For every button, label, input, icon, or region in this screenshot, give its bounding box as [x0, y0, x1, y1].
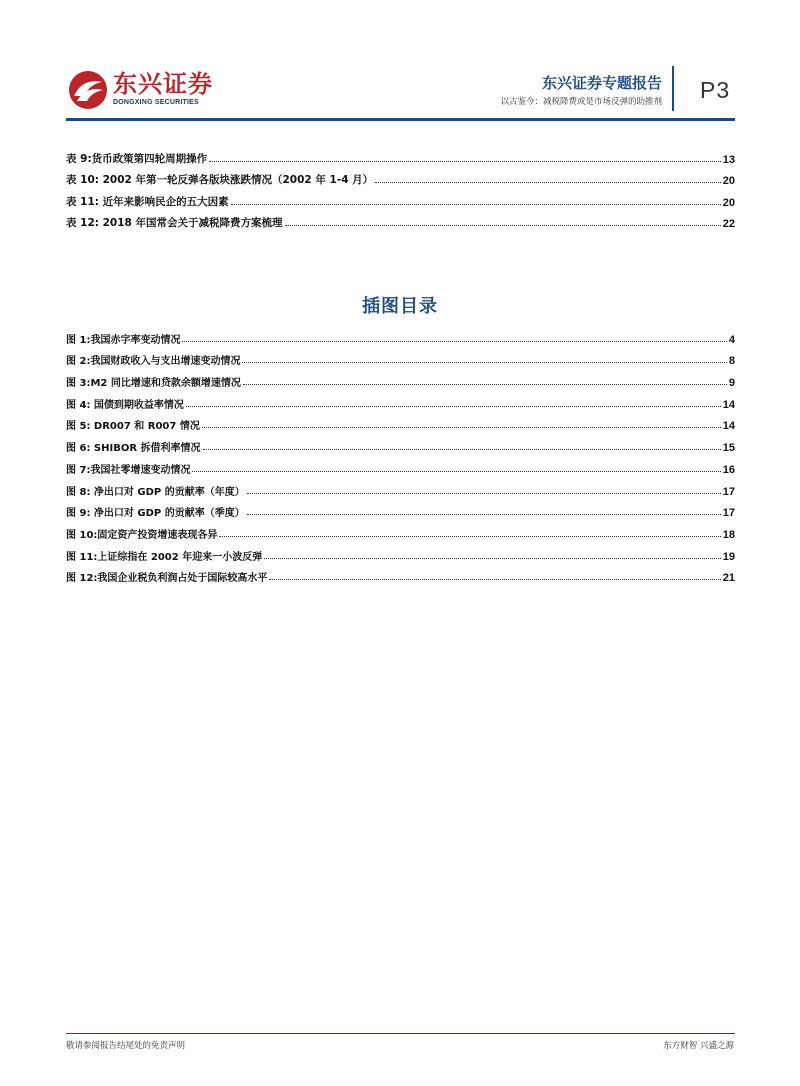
toc-leader-dots — [247, 513, 721, 515]
toc-entry-label: 表 9:货币政策第四轮周期操作 — [66, 152, 208, 165]
toc-leader-dots — [269, 578, 720, 580]
header-divider — [672, 66, 674, 111]
toc-entry-label: 图 4: 国债到期收益率情况 — [66, 399, 184, 411]
toc-entry-page: 4 — [728, 333, 735, 346]
toc-entry-label: 图 3:M2 同比增速和贷款余额增速情况 — [66, 378, 241, 390]
toc-entry-page: 17 — [722, 485, 735, 498]
toc-entry-label: 图 12:我国企业税负利润占处于国际较高水平 — [66, 573, 268, 585]
toc-entry-label: 表 11: 近年来影响民企的五大因素 — [66, 195, 229, 208]
report-subtitle: 以古鉴今：减税降费或是市场反弹的助推剂 — [500, 97, 662, 107]
toc-entry[interactable] — [66, 324, 735, 346]
toc-entry-page: 14 — [722, 420, 735, 433]
toc-leader-dots — [203, 448, 721, 450]
header-rule — [66, 118, 735, 121]
toc-leader-dots — [186, 405, 721, 407]
toc-leader-dots — [285, 224, 721, 226]
dongxing-logo-icon — [68, 70, 108, 110]
toc-entry-label: 图 1:我国赤字率变动情况 — [66, 334, 181, 346]
footer-disclaimer: 敬请参阅报告结尾处的免责声明 — [66, 1041, 186, 1051]
toc-leader-dots — [192, 470, 720, 472]
page-number: P3 — [700, 77, 731, 103]
toc-entry[interactable] — [66, 144, 735, 166]
toc-entry-page: 20 — [722, 196, 735, 209]
toc-entry[interactable] — [66, 454, 735, 476]
toc-entry[interactable] — [66, 389, 735, 411]
toc-leader-dots — [243, 383, 727, 385]
brand-name-english: DONGXING SECURITIES — [113, 99, 199, 106]
toc-entry-page: 22 — [722, 218, 735, 230]
toc-entry-label: 图 9: 净出口对 GDP 的贡献率（季度） — [66, 508, 245, 520]
toc-leader-dots — [264, 557, 721, 559]
toc-entry-page: 16 — [722, 463, 735, 476]
toc-entry-label: 图 5: DR007 和 R007 情况 — [66, 421, 200, 433]
footer-slogan: 东方财智 兴盛之源 — [663, 1041, 734, 1051]
toc-leader-dots — [219, 535, 720, 537]
toc-leader-dots — [182, 340, 726, 342]
toc-entry-page: 20 — [722, 175, 735, 187]
toc-entry[interactable] — [66, 498, 735, 520]
toc-entry[interactable] — [66, 519, 735, 541]
toc-entry-label: 图 6: SHIBOR 拆借利率情况 — [66, 443, 201, 455]
toc-entry[interactable] — [66, 166, 735, 188]
report-title: 东兴证券专题报告 — [541, 74, 662, 92]
toc-entry[interactable] — [66, 209, 735, 231]
toc-leader-dots — [231, 203, 721, 205]
toc-entry[interactable] — [66, 346, 735, 368]
toc-entry-page: 18 — [722, 528, 735, 541]
toc-entry-label: 图 11:上证综指在 2002 年迎来一小波反弹 — [66, 551, 263, 563]
toc-entry[interactable] — [66, 541, 735, 563]
table-of-figures — [66, 324, 735, 584]
toc-entry[interactable] — [66, 476, 735, 498]
toc-entry[interactable] — [66, 367, 735, 389]
toc-leader-dots — [242, 361, 726, 363]
toc-leader-dots — [202, 426, 721, 428]
toc-entry-page: 14 — [722, 398, 735, 411]
toc-entry-label: 表 12: 2018 年国常会关于减税降费方案梳理 — [66, 217, 283, 229]
toc-entry-label: 图 8: 净出口对 GDP 的贡献率（年度） — [66, 486, 245, 498]
toc-entry[interactable] — [66, 432, 735, 454]
table-of-tables — [66, 144, 735, 230]
toc-entry-label: 表 10: 2002 年第一轮反弹各版块涨跌情况（2002 年 1-4 月） — [66, 174, 374, 186]
figure-list-title: 插图目录 — [362, 296, 438, 317]
toc-entry[interactable] — [66, 563, 735, 585]
toc-entry[interactable] — [66, 187, 735, 209]
toc-entry-page: 15 — [722, 442, 735, 455]
toc-entry-page: 19 — [722, 550, 735, 563]
toc-entry-label: 图 10:固定资产投资增速表现各异 — [66, 529, 218, 541]
toc-leader-dots — [209, 160, 721, 162]
brand-name: 东兴证券 — [113, 70, 213, 98]
toc-entry-page: 8 — [728, 355, 735, 368]
page-header — [0, 0, 800, 125]
toc-leader-dots — [247, 492, 721, 494]
toc-entry-label: 图 2:我国财政收入与支出增速变动情况 — [66, 356, 241, 368]
toc-entry-page: 13 — [722, 153, 735, 166]
toc-entry-page: 17 — [722, 507, 735, 520]
footer-rule — [66, 1033, 735, 1034]
toc-leader-dots — [375, 181, 721, 183]
toc-entry-page: 9 — [728, 377, 735, 390]
toc-entry[interactable] — [66, 411, 735, 433]
toc-entry-page: 21 — [722, 572, 735, 585]
toc-entry-label: 图 7:我国社零增速变动情况 — [66, 464, 191, 476]
